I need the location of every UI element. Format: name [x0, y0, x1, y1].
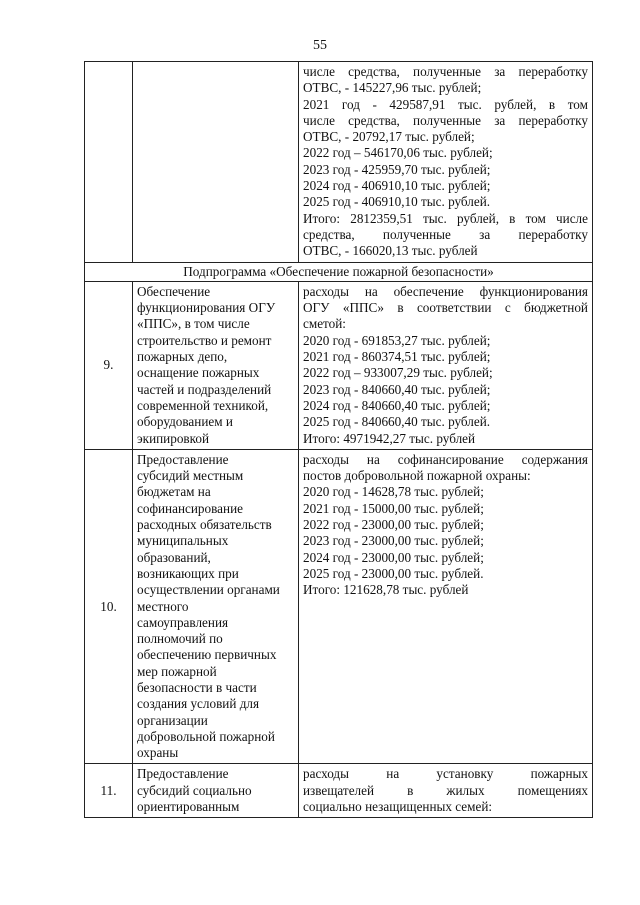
- detail-line: ОТВС, - 145227,96 тыс. рублей;: [303, 80, 482, 96]
- row-number: 11.: [85, 764, 133, 818]
- detail-line: социально незащищенных семей:: [303, 799, 493, 815]
- detail-line: 2025 год - 406910,10 тыс. рублей.: [303, 194, 491, 210]
- description-cell: [133, 281, 299, 449]
- description-line: субсидий местным: [137, 468, 244, 484]
- row-number: 10.: [85, 449, 133, 764]
- detail-line: числе средства, полученные за переработку: [303, 112, 588, 128]
- description-cell: [133, 62, 299, 263]
- details-cell: [299, 764, 593, 818]
- description-line: пожарных депо,: [137, 349, 228, 365]
- table-row: [85, 281, 593, 449]
- detail-line: 2021 год - 15000,00 тыс. рублей;: [303, 500, 484, 516]
- program-table: [84, 61, 593, 818]
- detail-line: 2024 год - 840660,40 тыс. рублей;: [303, 397, 491, 413]
- detail-line: извещателей в жилых помещениях: [303, 782, 588, 798]
- detail-line: числе средства, полученные за переработку: [303, 64, 588, 79]
- description-line: бюджетам на: [137, 484, 211, 500]
- detail-line: 2020 год - 14628,78 тыс. рублей;: [303, 484, 484, 500]
- description-line: мер пожарной: [137, 663, 217, 679]
- detail-line: Итого: 4971942,27 тыс. рублей: [303, 430, 476, 446]
- row-number: 9.: [85, 281, 133, 449]
- detail-line: 2022 год – 546170,06 тыс. рублей;: [303, 145, 493, 161]
- table-row: [85, 764, 593, 818]
- description-line: самоуправления: [137, 614, 229, 630]
- description-line: частей и подразделений: [137, 381, 272, 397]
- detail-line: 2021 год - 860374,51 тыс. рублей;: [303, 349, 491, 365]
- description-line: ориентированным: [137, 799, 240, 815]
- detail-line: 2023 год - 840660,40 тыс. рублей;: [303, 381, 491, 397]
- description-line: образований,: [137, 549, 211, 565]
- detail-line: 2025 год - 23000,00 тыс. рублей.: [303, 565, 484, 581]
- detail-line: ОГУ «ППС» в соответствии с бюджетной: [303, 300, 588, 316]
- description-cell: [133, 449, 299, 764]
- section-title: Подпрограмма «Обеспечение пожарной безопасности»: [85, 262, 593, 281]
- detail-line: расходы на софинансирование содержания: [303, 451, 588, 467]
- description-line: экипировкой: [137, 430, 210, 446]
- description-line: муниципальных: [137, 533, 229, 549]
- description-line: местного: [137, 598, 189, 614]
- detail-line: постов добровольной пожарной охраны:: [303, 468, 531, 484]
- description-line: Обеспечение: [137, 283, 211, 299]
- detail-line: 2022 год - 23000,00 тыс. рублей;: [303, 517, 484, 533]
- detail-line: расходы на установку пожарных: [303, 766, 588, 782]
- description-line: «ППС», в том числе: [137, 316, 250, 332]
- description-line: полномочий по: [137, 631, 223, 647]
- detail-line: ОТВС, - 166020,13 тыс. рублей: [303, 243, 478, 259]
- details-cell: [299, 62, 593, 263]
- description-line: охраны: [137, 745, 179, 761]
- number-cell: [85, 62, 133, 263]
- description-line: субсидий социально: [137, 782, 252, 798]
- description-line: осуществлении органами: [137, 582, 280, 598]
- table-row: [85, 62, 593, 263]
- description-line: обеспечению первичных: [137, 647, 277, 663]
- description-line: софинансирование: [137, 500, 243, 516]
- detail-line: 2024 год - 23000,00 тыс. рублей;: [303, 549, 484, 565]
- detail-line: 2021 год - 429587,91 тыс. рублей, в том: [303, 96, 588, 112]
- section-row: [85, 262, 593, 281]
- detail-line: сметой:: [303, 316, 346, 332]
- table-row: [85, 449, 593, 764]
- description-line: безопасности в части: [137, 679, 257, 695]
- page-number: 55: [313, 38, 327, 53]
- detail-line: 2023 год - 23000,00 тыс. рублей;: [303, 533, 484, 549]
- description-line: Предоставление: [137, 766, 229, 782]
- detail-line: расходы на обеспечение функционирования: [303, 283, 588, 299]
- description-line: добровольной пожарной: [137, 728, 275, 744]
- detail-line: 2020 год - 691853,27 тыс. рублей;: [303, 332, 491, 348]
- description-line: расходных обязательств: [137, 517, 272, 533]
- description-line: функционирования ОГУ: [137, 300, 276, 316]
- details-cell: [299, 449, 593, 764]
- description-line: современной техникой,: [137, 397, 269, 413]
- description-line: организации: [137, 712, 208, 728]
- detail-line: Итого: 2812359,51 тыс. рублей, в том числе: [303, 210, 588, 226]
- detail-line: средства, полученные за переработку: [303, 226, 588, 242]
- description-line: строительство и ремонт: [137, 332, 272, 348]
- description-cell: [133, 764, 299, 818]
- detail-line: 2023 год - 425959,70 тыс. рублей;: [303, 161, 491, 177]
- detail-line: 2022 год – 933007,29 тыс. рублей;: [303, 365, 493, 381]
- description-line: возникающих при: [137, 565, 239, 581]
- description-line: оборудованием и: [137, 414, 233, 430]
- detail-line: 2025 год - 840660,40 тыс. рублей.: [303, 414, 491, 430]
- detail-line: 2024 год - 406910,10 тыс. рублей;: [303, 178, 491, 194]
- detail-line: ОТВС, - 20792,17 тыс. рублей;: [303, 129, 475, 145]
- detail-line: Итого: 121628,78 тыс. рублей: [303, 582, 469, 598]
- details-cell: [299, 281, 593, 449]
- description-line: оснащение пожарных: [137, 365, 260, 381]
- description-line: Предоставление: [137, 451, 229, 467]
- description-line: создания условий для: [137, 696, 260, 712]
